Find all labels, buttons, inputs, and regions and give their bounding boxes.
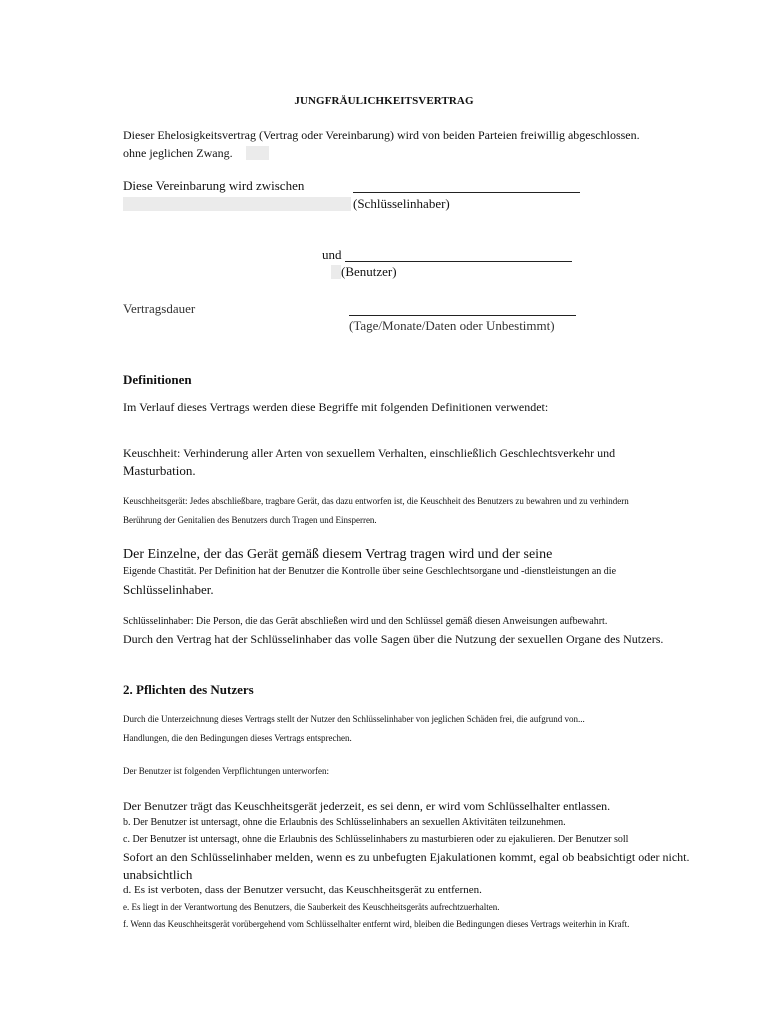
wearer-definition-line-3: Schlüsselinhaber. (123, 582, 214, 597)
keyholder-signature-line[interactable] (353, 192, 580, 193)
intro-line-1: Dieser Ehelosigkeitsvertrag (Vertrag oder Vereinbarung) wird von beiden Parteien freiwillig abgeschlossen. (123, 128, 640, 142)
keyholder-definition-line-2: Durch den Vertrag hat der Schlüsselinhaber das volle Sagen über die Nutzung der sexuellen Organe des Nutzers. (123, 632, 664, 646)
and-label: und (322, 247, 342, 262)
highlight-shade (331, 265, 341, 279)
obligation-item-c-line-3: unabsichtlich (123, 867, 193, 882)
release-line-2: Handlungen, die den Bedingungen dieses Vertrags entsprechen. (123, 733, 352, 743)
user-caption: (Benutzer) (341, 264, 397, 279)
user-signature-line[interactable] (345, 261, 572, 262)
obligation-item-d: d. Es ist verboten, dass der Benutzer versucht, das Keuschheitsgerät zu entfernen. (123, 884, 482, 896)
wearer-definition-line-1: Der Einzelne, der das Gerät gemäß diesem Vertrag tragen wird und der seine (123, 547, 553, 562)
release-line-1: Durch die Unterzeichnung dieses Vertrags stellt der Nutzer den Schlüsselinhaber von jeglichen Schäden frei, die aufgrund von... (123, 714, 585, 724)
duration-caption: (Tage/Monate/Daten oder Unbestimmt) (349, 318, 555, 333)
obligation-item-e: e. Es liegt in der Verantwortung des Benutzers, die Sauberkeit des Keuschheitsgeräts aufrechtzuerhalten. (123, 902, 500, 912)
highlight-shade (246, 146, 269, 160)
obligation-item-f: f. Wenn das Keuschheitsgerät vorübergehend vom Schlüsselhalter entfernt wird, bleiben die Bedingungen dieses Vertrags weiterhin in Kraft. (123, 919, 630, 929)
between-label: Diese Vereinbarung wird zwischen (123, 178, 305, 193)
chastity-definition-line-2: Masturbation. (123, 463, 196, 478)
keyholder-caption: (Schlüsselinhaber) (353, 196, 450, 211)
document-title: JUNGFRÄULICHKEITSVERTRAG (294, 95, 474, 107)
highlight-shade (123, 197, 351, 211)
wearer-definition-line-2: Eigende Chastität. Per Definition hat der Benutzer die Kontrolle über seine Geschlechtsorgane und -dienstleistungen an die (123, 566, 617, 577)
chastity-definition-line-1: Keuschheit: Verhinderung aller Arten von sexuellem Verhalten, einschließlich Geschlechtsverkehr und (123, 446, 616, 460)
obligation-item-a: Der Benutzer trägt das Keuschheitsgerät jederzeit, es sei denn, er wird vom Schlüsselhalter entlassen. (123, 799, 611, 813)
definitions-intro: Im Verlauf dieses Vertrags werden diese Begriffe mit folgenden Definitionen verwendet: (123, 400, 549, 414)
obligation-item-c-line-1: c. Der Benutzer ist untersagt, ohne die Erlaubnis des Schlüsselinhabers zu masturbieren oder zu ejakulieren. Der Benutzer soll (123, 834, 629, 845)
duties-heading: 2. Pflichten des Nutzers (123, 682, 254, 697)
keyholder-definition-line-1: Schlüsselinhaber: Die Person, die das Gerät abschließen wird und den Schlüssel gemäß diesen Anweisungen aufbewahrt. (123, 616, 608, 627)
obligations-intro: Der Benutzer ist folgenden Verpflichtungen unterworfen: (123, 766, 330, 776)
intro-line-2: ohne jeglichen Zwang. (123, 146, 233, 160)
device-definition-line-1: Keuschheitsgerät: Jedes abschließbare, tragbare Gerät, das dazu entworfen ist, die Keuschheit des Benutzers zu bewahren und zu verhindern (123, 496, 629, 506)
obligation-item-b: b. Der Benutzer ist untersagt, ohne die Erlaubnis des Schlüsselinhabers an sexuellen Aktivitäten teilzunehmen. (123, 817, 566, 828)
obligation-item-c-line-2: Sofort an den Schlüsselinhaber melden, wenn es zu unbefugten Ejakulationen kommt, egal ob beabsichtigt oder nicht. (123, 850, 690, 864)
device-definition-line-2: Berührung der Genitalien des Benutzers durch Tragen und Einsperren. (123, 515, 377, 525)
duration-line[interactable] (349, 315, 576, 316)
definitions-heading: Definitionen (123, 372, 192, 387)
duration-label: Vertragsdauer (123, 301, 196, 316)
